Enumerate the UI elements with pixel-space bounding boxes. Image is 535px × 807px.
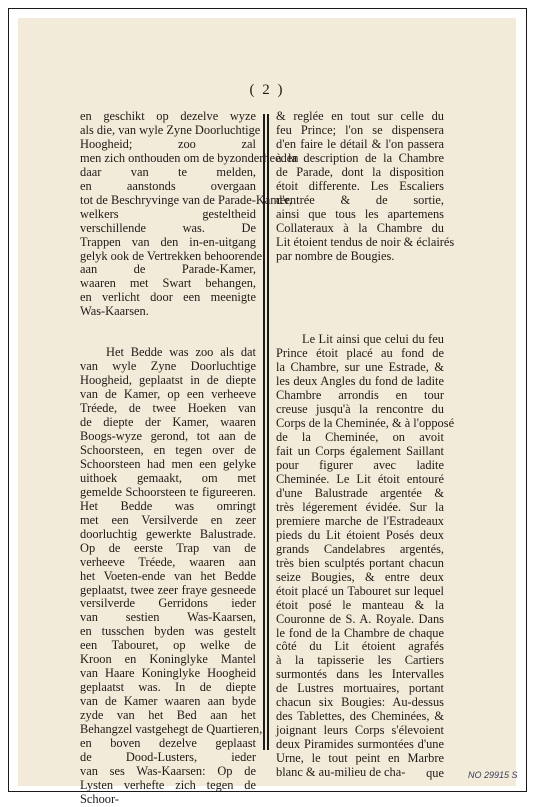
paragraph-gap <box>276 263 444 333</box>
text-line: en aanstonds overgaan <box>80 178 256 193</box>
text-line: Schoor- <box>80 791 119 806</box>
text-line: blanc & au-milieu de cha- <box>276 765 406 780</box>
text-line: chacun six Bougies: Au-dessus <box>276 695 444 710</box>
text-line: étoit posé le manteau & la <box>276 597 444 612</box>
dutch-column <box>80 109 299 807</box>
text-line: aan de Parade-Kamer, <box>80 262 256 277</box>
text-line: Behangzel vastgehegt de Quartieren, <box>80 722 263 737</box>
text-line: de diepte der Kamer, waaren <box>80 415 256 430</box>
text-line: Collateraux à la Chambre du <box>276 220 444 235</box>
text-line: de Dood-Lusters, ieder <box>80 749 256 764</box>
text-line: d'en faire le détail & l'on passera <box>276 136 444 151</box>
text-line: pieds du Lit étoient Posés deux <box>276 527 444 542</box>
text-line: Tréede, de twee Hoeken van <box>80 401 256 416</box>
text-line: daar van te melden, <box>80 164 256 179</box>
text-line: versilverde Gerridons ieder <box>80 596 256 611</box>
text-line: Op de eerste Trap van de <box>80 540 256 555</box>
text-line: doorluchtig gewerkte Balustrade. <box>80 526 256 541</box>
text-line: côté du Lit étoient agrafés <box>276 639 444 654</box>
text-line: pour figurer avec ladite <box>276 458 444 473</box>
text-line: en tusschen byden was gestelt <box>80 624 256 639</box>
text-line: van Haare Koninglyke Hoogheid <box>80 666 256 681</box>
text-line: étoit differente. Les Escaliers <box>276 178 444 193</box>
french-paragraph-1 <box>276 109 455 263</box>
page-number: ( 2 ) <box>249 82 285 98</box>
text-line: premiere marche de l'Estradeaux <box>276 513 444 528</box>
text-line: ainsi que tous les apartemens <box>276 206 444 221</box>
text-line: het Voeten-ende van het Bedde <box>80 568 256 583</box>
text-line: surmontés dans les Intervalles <box>276 667 444 682</box>
text-line: Prince étoit placé au fond de <box>276 346 444 361</box>
text-line: Lit étoient tendus de noir & éclairés <box>276 234 455 249</box>
text-line: verschillende was. De <box>80 220 256 235</box>
text-line: Trappen van den in-en-uitgang <box>80 234 256 249</box>
text-line: seize Bougies, & entre deux <box>276 569 444 584</box>
text-line: van sestien Was-Kaarsen, <box>80 610 256 625</box>
text-line: feu Prince; l'on se dispensera <box>276 122 444 137</box>
text-line: creuse jusqu'à la rencontre du <box>276 402 444 417</box>
text-line: geplaatst, twee zeer fraye gesneede <box>80 582 256 597</box>
text-line: Hoogheid, geplaatst in de diepte <box>80 373 256 388</box>
text-line: Schoorsteen had men een gelyke <box>80 456 256 471</box>
text-line: verheeve Tréede, waaren aan <box>80 554 256 569</box>
text-line: uithoek gemaakt, om met <box>80 470 256 485</box>
text-line: grands Candelabres argentés, <box>276 541 444 556</box>
text-line: joignant leurs Corps s'élevoient <box>276 723 444 738</box>
text-line: à la description de la Chambre <box>276 150 444 165</box>
text-line: Het Bedde was omringt <box>80 498 256 513</box>
text-line: zyde van het Bed aan het <box>80 708 256 723</box>
text-line: Lysten verhefte zich tegen de <box>80 777 256 792</box>
text-line: & reglée en tout sur celle du <box>276 109 444 123</box>
text-line: les deux Angles du fond de ladite <box>276 374 444 389</box>
text-line: fait un Corps également Saillant <box>276 444 444 459</box>
text-line: Couronne de S. A. Royale. Dans <box>276 611 444 626</box>
text-line: deux Piramides surmontées d'une <box>276 737 444 752</box>
text-line: van de Kamer waaren aan byde <box>80 694 256 709</box>
text-line: des Tablettes, des Cheminées, & <box>276 709 444 724</box>
text-line: en verlicht door een meenigte <box>80 290 256 305</box>
text-line: van wyle Zyne Doorluchtige <box>80 359 256 374</box>
text-line: met een Versilverde en zeer <box>80 512 256 527</box>
catchword: que <box>426 766 444 780</box>
text-line: welkers gesteltheid <box>80 206 256 221</box>
inventory-number: NO 29915 S <box>468 770 518 780</box>
text-line: par nombre de Bougies. <box>276 248 395 263</box>
text-line: gelyk ook de Vertrekken behoorende <box>80 248 263 263</box>
text-line: als die, van wyle Zyne Doorluchtige <box>80 122 261 137</box>
text-line: van de Kamer, op een verheeve <box>80 387 256 402</box>
text-line: Le Lit ainsi que celui du feu <box>302 332 444 347</box>
text-line: gemelde Schoorsteen te figureeren. <box>80 484 256 499</box>
column-divider <box>263 114 269 750</box>
text-line: Hoogheid; zoo zal <box>80 136 256 151</box>
text-line: la Chambre, sur une Estrade, & <box>276 360 444 375</box>
text-line: de Parade, dont la disposition <box>276 164 444 179</box>
text-line: de la Cheminée, on avoit <box>276 430 444 445</box>
text-line: Chambre arrondis en tour <box>276 388 444 403</box>
text-line: Schoorsteen, en tegen over de <box>80 442 256 457</box>
dutch-paragraph-2 <box>80 345 263 806</box>
text-line: d'entrée & de sortie, <box>276 192 444 207</box>
text-line: étoit placé un Tabouret sur lequel <box>276 583 444 598</box>
text-line: Corps de la Cheminée, & à l'opposé <box>276 416 455 431</box>
text-line: Urne, le tout peint en Marbre <box>276 751 444 766</box>
text-line: Het Bedde was zoo als dat <box>106 345 256 360</box>
paragraph-gap <box>80 319 256 346</box>
text-line: een Tabouret, op welke de <box>80 638 256 653</box>
text-line: très bien sculptés portant chacun <box>276 555 444 570</box>
text-line: le fond de la Chambre de chaque <box>276 625 444 640</box>
text-line: Was-Kaarsen. <box>80 304 149 319</box>
text-line: très légerement évidée. Sur la <box>276 499 444 514</box>
text-line: waaren met Swart behangen, <box>80 276 256 291</box>
text-line: à la tapisserie les Cartiers <box>276 653 444 668</box>
text-line: d'une Balustrade argentée & <box>276 485 444 500</box>
text-line: van ses Was-Kaarsen: Op de <box>80 763 256 778</box>
text-line: Cheminée. Le Lit étoit entouré <box>276 472 444 487</box>
text-line: Kroon en Koninglyke Mantel <box>80 652 256 667</box>
text-line: en geschikt op dezelve wyze <box>80 109 256 123</box>
text-line: men zich onthouden om de byzonderheeden <box>80 150 299 165</box>
document-page <box>18 18 516 806</box>
dutch-paragraph-1 <box>80 109 299 319</box>
text-line: geplaatst was. In de diepte <box>80 680 256 695</box>
text-line: en boven dezelve geplaast <box>80 735 256 750</box>
text-line: tot de Beschryvinge van de Parade-Kamer, <box>80 192 293 207</box>
text-line: Boogs-wyze gerond, tot aan de <box>80 429 256 444</box>
french-paragraph-2 <box>276 332 455 780</box>
french-column <box>276 109 455 780</box>
text-line: de Lustres mortuaires, portant <box>276 681 444 696</box>
